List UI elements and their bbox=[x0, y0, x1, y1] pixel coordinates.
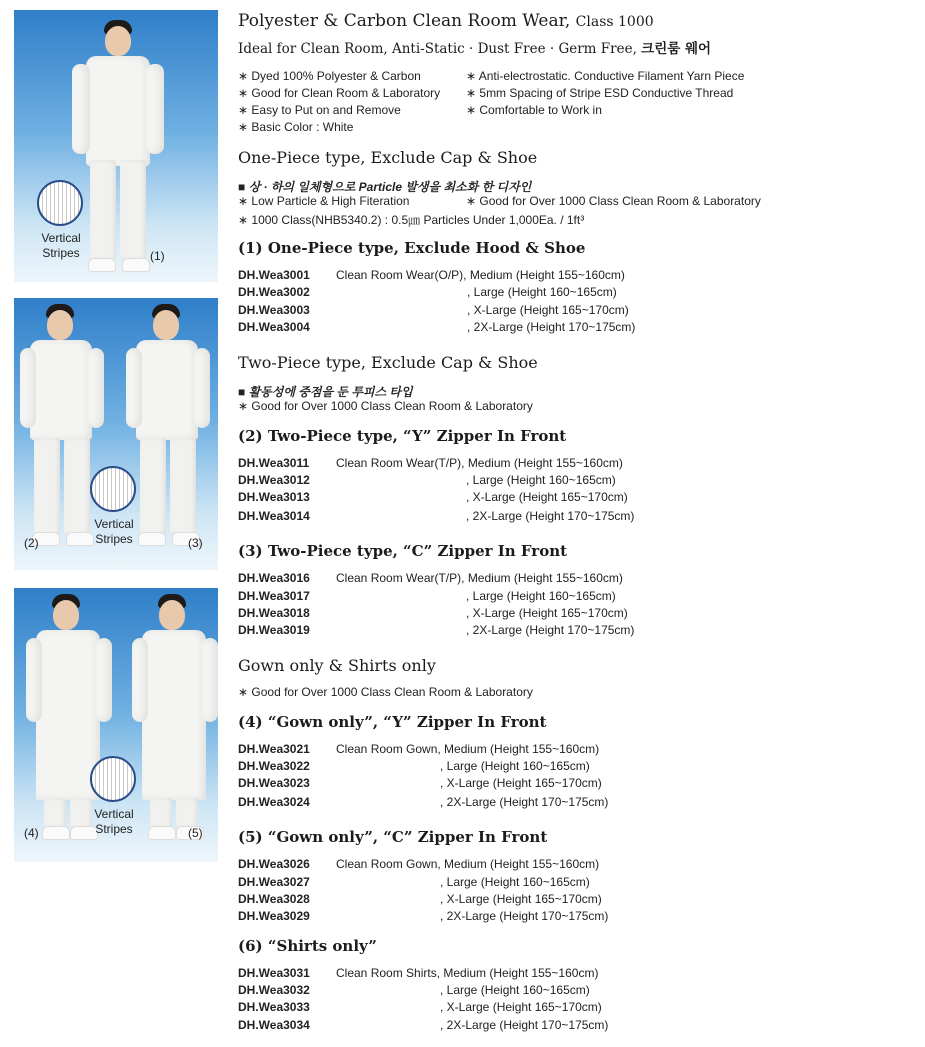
product-photo-gown bbox=[14, 588, 218, 862]
product-desc: Clean Room Gown, Medium (Height 155~160cm) bbox=[336, 857, 600, 871]
product-desc: , 2X-Large (Height 170~175cm) bbox=[440, 1018, 609, 1032]
section-heading-one-piece: One-Piece type, Exclude Cap & Shoe bbox=[238, 148, 538, 167]
product-code: DH.Wea3018 bbox=[238, 606, 310, 620]
stripes-label: Vertical Stripes bbox=[94, 807, 134, 836]
product-code: DH.Wea3014 bbox=[238, 509, 310, 523]
product-desc: Clean Room Gown, Medium (Height 155~160cm) bbox=[336, 742, 600, 756]
korean-note: ■ 활동성에 중점을 둔 투피스 타입 bbox=[238, 385, 413, 399]
figure-number-right: (5) bbox=[188, 826, 203, 840]
figure-number-right: (3) bbox=[188, 536, 203, 550]
product-desc: Clean Room Wear(O/P), Medium (Height 155~160cm) bbox=[336, 268, 625, 282]
feature-item: ∗ Good for Over 1000 Class Clean Room & Laboratory bbox=[238, 399, 533, 413]
subsection-heading-4: (4) “Gown only”, “Y” Zipper In Front bbox=[238, 713, 547, 731]
product-code: DH.Wea3023 bbox=[238, 776, 310, 790]
figure-number: (1) bbox=[150, 249, 165, 263]
product-code: DH.Wea3017 bbox=[238, 589, 310, 603]
product-code: DH.Wea3032 bbox=[238, 983, 310, 997]
product-desc: , X-Large (Height 165~170cm) bbox=[466, 490, 628, 504]
feature-item: ∗ Comfortable to Work in bbox=[466, 103, 602, 117]
stripes-label: Vertical Stripes bbox=[94, 517, 134, 546]
figure-number-left: (4) bbox=[24, 826, 39, 840]
stripe-swatch bbox=[90, 466, 136, 512]
figure-number-left: (2) bbox=[24, 536, 39, 550]
product-code: DH.Wea3021 bbox=[238, 742, 310, 756]
product-code: DH.Wea3012 bbox=[238, 473, 310, 487]
product-code: DH.Wea3022 bbox=[238, 759, 310, 773]
product-code: DH.Wea3027 bbox=[238, 875, 310, 889]
title-class: Class 1000 bbox=[575, 14, 654, 30]
product-code: DH.Wea3024 bbox=[238, 795, 310, 809]
product-code: DH.Wea3016 bbox=[238, 571, 310, 585]
feature-item: ∗ Good for Over 1000 Class Clean Room & Laboratory bbox=[238, 685, 533, 699]
product-code: DH.Wea3033 bbox=[238, 1000, 310, 1014]
product-code: DH.Wea3001 bbox=[238, 268, 310, 282]
subsection-heading-3: (3) Two-Piece type, “C” Zipper In Front bbox=[238, 542, 568, 560]
product-code: DH.Wea3002 bbox=[238, 285, 310, 299]
product-desc: Clean Room Shirts, Medium (Height 155~160cm) bbox=[336, 966, 599, 980]
subsection-heading-6: (6) “Shirts only” bbox=[238, 937, 377, 955]
feature-item: ∗ 5mm Spacing of Stripe ESD Conductive Thread bbox=[466, 86, 734, 100]
product-desc: , 2X-Large (Height 170~175cm) bbox=[440, 795, 609, 809]
feature-item: ∗ Basic Color : White bbox=[238, 120, 354, 134]
product-code: DH.Wea3003 bbox=[238, 303, 310, 317]
product-desc: , 2X-Large (Height 170~175cm) bbox=[467, 320, 636, 334]
product-photo-two-piece bbox=[14, 298, 218, 570]
feature-item: ∗ Anti-electrostatic. Conductive Filament Yarn Piece bbox=[466, 69, 745, 83]
feature-item: ∗ Easy to Put on and Remove bbox=[238, 103, 401, 117]
product-desc: , Large (Height 160~165cm) bbox=[466, 589, 616, 603]
feature-item: ∗ Dyed 100% Polyester & Carbon bbox=[238, 69, 421, 83]
page-subtitle: Ideal for Clean Room, Anti-Static · Dust Free · Germ Free, 크린룸 웨어 bbox=[238, 41, 712, 57]
section-heading-two-piece: Two-Piece type, Exclude Cap & Shoe bbox=[238, 353, 538, 372]
product-desc: , Large (Height 160~165cm) bbox=[466, 473, 616, 487]
subsection-heading-2: (2) Two-Piece type, “Y” Zipper In Front bbox=[238, 427, 567, 445]
product-photo-one-piece bbox=[14, 10, 218, 282]
product-desc: , X-Large (Height 165~170cm) bbox=[467, 303, 629, 317]
feature-item: ∗ 1000 Class(NHB5340.2) : 0.5㎛ Particles Under 1,000Ea. / 1ft³ bbox=[238, 213, 585, 227]
stripe-swatch bbox=[37, 180, 83, 226]
feature-item: ∗ Good for Clean Room & Laboratory bbox=[238, 86, 441, 100]
page-title: Polyester & Carbon Clean Room Wear, Class 1000 bbox=[238, 11, 654, 31]
product-code: DH.Wea3011 bbox=[238, 456, 310, 470]
product-code: DH.Wea3004 bbox=[238, 320, 310, 334]
stripe-swatch bbox=[90, 756, 136, 802]
product-code: DH.Wea3019 bbox=[238, 623, 310, 637]
product-desc: , X-Large (Height 165~170cm) bbox=[440, 892, 602, 906]
product-desc: , X-Large (Height 165~170cm) bbox=[466, 606, 628, 620]
product-desc: , Large (Height 160~165cm) bbox=[440, 759, 590, 773]
product-desc: , 2X-Large (Height 170~175cm) bbox=[466, 509, 635, 523]
section-heading-gown: Gown only & Shirts only bbox=[238, 656, 436, 675]
product-desc: , X-Large (Height 165~170cm) bbox=[440, 776, 602, 790]
product-desc: , Large (Height 160~165cm) bbox=[440, 983, 590, 997]
feature-item: ∗ Good for Over 1000 Class Clean Room & Laboratory bbox=[466, 194, 761, 208]
product-code: DH.Wea3029 bbox=[238, 909, 310, 923]
feature-item: ∗ Low Particle & High Fiteration bbox=[238, 194, 410, 208]
product-code: DH.Wea3028 bbox=[238, 892, 310, 906]
product-desc: Clean Room Wear(T/P), Medium (Height 155~160cm) bbox=[336, 456, 623, 470]
korean-note: ■ 상 · 하의 일체형으로 Particle 발생을 최소화 한 디자인 bbox=[238, 180, 532, 194]
product-code: DH.Wea3031 bbox=[238, 966, 310, 980]
product-code: DH.Wea3034 bbox=[238, 1018, 310, 1032]
stripes-label: Vertical Stripes bbox=[41, 231, 81, 260]
subtitle-korean: 크린룸 웨어 bbox=[641, 41, 712, 57]
product-desc: , Large (Height 160~165cm) bbox=[440, 875, 590, 889]
product-desc: , Large (Height 160~165cm) bbox=[467, 285, 617, 299]
product-desc: , X-Large (Height 165~170cm) bbox=[440, 1000, 602, 1014]
product-code: DH.Wea3026 bbox=[238, 857, 310, 871]
product-code: DH.Wea3013 bbox=[238, 490, 310, 504]
subsection-heading-1: (1) One-Piece type, Exclude Hood & Shoe bbox=[238, 239, 586, 257]
subsection-heading-5: (5) “Gown only”, “C” Zipper In Front bbox=[238, 828, 548, 846]
product-desc: , 2X-Large (Height 170~175cm) bbox=[466, 623, 635, 637]
product-desc: , 2X-Large (Height 170~175cm) bbox=[440, 909, 609, 923]
product-desc: Clean Room Wear(T/P), Medium (Height 155~160cm) bbox=[336, 571, 623, 585]
